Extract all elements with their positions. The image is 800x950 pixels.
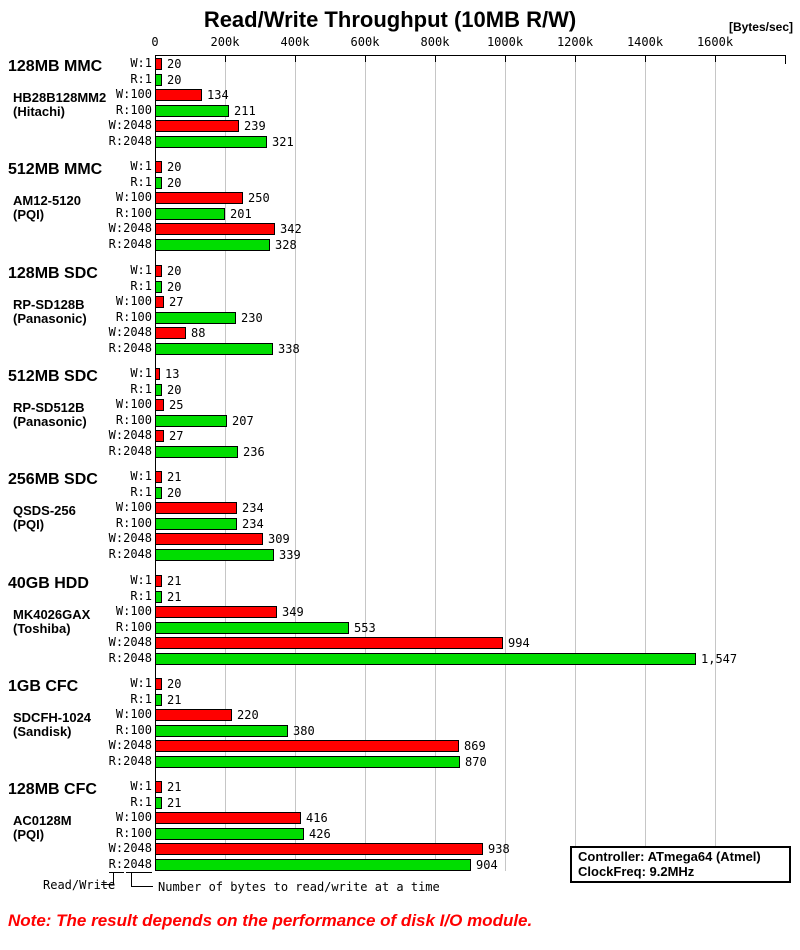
bar-row-label: R:1 <box>130 485 152 499</box>
underline-read-write <box>109 872 124 873</box>
axis-unit-label: [Bytes/sec] <box>728 20 793 34</box>
bar-read <box>155 446 238 458</box>
gridline <box>505 56 506 871</box>
bar-write <box>155 812 301 824</box>
bar-value-label: 870 <box>465 755 487 769</box>
bar-read <box>155 518 237 530</box>
axis-tick <box>575 56 576 62</box>
bar-read <box>155 415 227 427</box>
plot-area <box>155 55 786 871</box>
bar-write <box>155 740 459 752</box>
group-model: MK4026GAX <box>13 607 91 622</box>
bar-row-label: R:100 <box>115 103 152 117</box>
bar-write <box>155 430 164 442</box>
group-name: 40GB HDD <box>8 575 89 592</box>
bar-read <box>155 487 162 499</box>
bar-row-label: W:2048 <box>108 221 152 235</box>
bar-write <box>155 399 164 411</box>
bar-write <box>155 296 164 308</box>
bar-read <box>155 591 162 603</box>
bar-value-label: 20 <box>167 486 182 500</box>
bar-row-label: R:2048 <box>108 237 152 251</box>
bar-row-label: W:100 <box>115 707 152 721</box>
bar-value-label: 21 <box>167 574 182 588</box>
legend-read-write-label: Read/Write <box>43 878 116 892</box>
group-name: 512MB MMC <box>8 161 103 178</box>
bar-write <box>155 223 275 235</box>
bar-value-label: 20 <box>167 280 182 294</box>
bar-read <box>155 136 267 148</box>
bar-row-label: W:2048 <box>108 635 152 649</box>
axis-tick <box>715 56 716 62</box>
group-maker: (Hitachi) <box>13 104 65 119</box>
bar-row-label: R:100 <box>115 206 152 220</box>
bar-value-label: 869 <box>464 739 486 753</box>
underline-byte-count <box>126 872 152 873</box>
bar-read <box>155 756 460 768</box>
bar-value-label: 20 <box>167 57 182 71</box>
bar-write <box>155 781 162 793</box>
bar-value-label: 380 <box>293 724 315 738</box>
group-maker: (Toshiba) <box>13 621 71 636</box>
bar-row-label: W:100 <box>115 294 152 308</box>
chart-title: Read/Write Throughput (10MB R/W) <box>203 7 577 32</box>
gridline <box>645 56 646 871</box>
group-name: 128MB CFC <box>8 781 97 798</box>
x-axis-tick-label: 1400k <box>626 35 664 49</box>
bar-row-label: R:100 <box>115 620 152 634</box>
bar-read <box>155 725 288 737</box>
bar-value-label: 27 <box>169 429 184 443</box>
bar-row-label: W:1 <box>130 366 152 380</box>
bar-value-label: 211 <box>234 104 256 118</box>
bar-read <box>155 177 162 189</box>
bar-value-label: 20 <box>167 176 182 190</box>
bar-write <box>155 58 162 70</box>
group-model: HB28B128MM2 <box>13 90 107 105</box>
bar-row-label: R:2048 <box>108 754 152 768</box>
axis-end-tick <box>785 56 786 64</box>
bar-write <box>155 161 162 173</box>
bar-write <box>155 471 162 483</box>
axis-tick <box>435 56 436 62</box>
axis-tick <box>505 56 506 62</box>
x-axis-tick-label: 1200k <box>556 35 594 49</box>
bar-row-label: W:2048 <box>108 738 152 752</box>
bar-write <box>155 192 243 204</box>
group-name: 128MB SDC <box>8 265 98 282</box>
bar-row-label: R:100 <box>115 826 152 840</box>
bar-write <box>155 637 503 649</box>
bar-row-label: W:2048 <box>108 531 152 545</box>
bar-value-label: 25 <box>169 398 184 412</box>
bar-row-label: R:1 <box>130 279 152 293</box>
bar-read <box>155 859 471 871</box>
bar-write <box>155 843 483 855</box>
bar-row-label: W:1 <box>130 676 152 690</box>
bar-value-label: 321 <box>272 135 294 149</box>
bar-row-label: R:2048 <box>108 857 152 871</box>
group-model: SDCFH-1024 <box>13 710 92 725</box>
bar-value-label: 553 <box>354 621 376 635</box>
group-name: 256MB SDC <box>8 471 98 488</box>
bar-row-label: R:2048 <box>108 134 152 148</box>
bar-value-label: 239 <box>244 119 266 133</box>
bar-value-label: 20 <box>167 73 182 87</box>
legend-bytes-label: Number of bytes to read/write at a time <box>158 880 440 894</box>
bar-row-label: W:1 <box>130 159 152 173</box>
bar-write <box>155 678 162 690</box>
x-axis-tick-label: 400k <box>280 35 310 49</box>
bar-write <box>155 709 232 721</box>
connector-dash-byte-count <box>131 886 153 887</box>
bar-value-label: 21 <box>167 470 182 484</box>
bar-write <box>155 327 186 339</box>
bar-row-label: W:1 <box>130 263 152 277</box>
group-maker: (Sandisk) <box>13 724 72 739</box>
bar-value-label: 88 <box>191 326 206 340</box>
x-axis-tick-label: 0 <box>151 35 159 49</box>
bar-row-label: W:1 <box>130 573 152 587</box>
group-maker: (PQI) <box>13 827 45 842</box>
x-axis-tick-label: 1600k <box>696 35 734 49</box>
bar-row-label: R:100 <box>115 723 152 737</box>
bar-row-label: R:100 <box>115 516 152 530</box>
bar-value-label: 234 <box>242 517 264 531</box>
bar-value-label: 338 <box>278 342 300 356</box>
bar-value-label: 21 <box>167 780 182 794</box>
group-name: 512MB SDC <box>8 368 98 385</box>
bar-value-label: 13 <box>165 367 180 381</box>
bar-row-label: W:100 <box>115 190 152 204</box>
group-maker: (PQI) <box>13 517 45 532</box>
bar-read <box>155 343 273 355</box>
bar-row-label: W:100 <box>115 604 152 618</box>
info-clockfreq: ClockFreq: 9.2MHz <box>578 864 695 879</box>
bar-row-label: R:2048 <box>108 444 152 458</box>
bar-row-label: W:100 <box>115 87 152 101</box>
axis-tick <box>365 56 366 62</box>
axis-tick <box>295 56 296 62</box>
connector-stem-byte-count <box>131 872 132 887</box>
bar-value-label: 250 <box>248 191 270 205</box>
bar-value-label: 230 <box>241 311 263 325</box>
bar-read <box>155 384 162 396</box>
bar-row-label: W:2048 <box>108 841 152 855</box>
group-model: QSDS-256 <box>13 503 76 518</box>
bar-row-label: R:100 <box>115 310 152 324</box>
bar-read <box>155 797 162 809</box>
bar-row-label: W:100 <box>115 810 152 824</box>
bar-value-label: 220 <box>237 708 259 722</box>
bar-row-label: R:1 <box>130 72 152 86</box>
group-maker: (Panasonic) <box>13 414 87 429</box>
bar-read <box>155 281 162 293</box>
bar-row-label: R:2048 <box>108 651 152 665</box>
x-axis-tick-label: 200k <box>210 35 240 49</box>
x-axis-tick-label: 1000k <box>486 35 524 49</box>
bar-row-label: R:2048 <box>108 547 152 561</box>
bar-row-label: W:2048 <box>108 118 152 132</box>
gridline <box>575 56 576 871</box>
bar-read <box>155 694 162 706</box>
bar-value-label: 27 <box>169 295 184 309</box>
bar-value-label: 20 <box>167 160 182 174</box>
bar-row-label: R:2048 <box>108 341 152 355</box>
bar-value-label: 904 <box>476 858 498 872</box>
bar-row-label: W:1 <box>130 469 152 483</box>
group-model: RP-SD128B <box>13 297 85 312</box>
group-name: 128MB MMC <box>8 58 103 75</box>
bar-write <box>155 502 237 514</box>
bar-row-label: W:2048 <box>108 428 152 442</box>
bar-row-label: R:1 <box>130 692 152 706</box>
bar-row-label: W:1 <box>130 56 152 70</box>
bar-write <box>155 368 160 380</box>
bar-value-label: 938 <box>488 842 510 856</box>
bar-value-label: 236 <box>243 445 265 459</box>
axis-tick <box>645 56 646 62</box>
bar-value-label: 342 <box>280 222 302 236</box>
bar-read <box>155 239 270 251</box>
bar-value-label: 207 <box>232 414 254 428</box>
bar-value-label: 21 <box>167 693 182 707</box>
bar-row-label: R:100 <box>115 413 152 427</box>
bar-value-label: 20 <box>167 264 182 278</box>
bar-value-label: 1,547 <box>701 652 738 666</box>
axis-tick <box>225 56 226 62</box>
info-box <box>570 846 791 883</box>
bar-row-label: W:2048 <box>108 325 152 339</box>
bar-value-label: 416 <box>306 811 328 825</box>
group-model: AC0128M <box>13 813 72 828</box>
bar-write <box>155 265 162 277</box>
bar-read <box>155 622 349 634</box>
bar-read <box>155 549 274 561</box>
group-name: 1GB CFC <box>8 678 79 695</box>
bar-read <box>155 74 162 86</box>
bar-write <box>155 89 202 101</box>
bar-value-label: 234 <box>242 501 264 515</box>
bar-value-label: 20 <box>167 677 182 691</box>
x-axis-tick-label: 600k <box>350 35 380 49</box>
bar-write <box>155 533 263 545</box>
bar-value-label: 134 <box>207 88 229 102</box>
bar-row-label: R:1 <box>130 589 152 603</box>
group-model: AM12-5120 <box>13 193 81 208</box>
bar-value-label: 328 <box>275 238 297 252</box>
bar-read <box>155 653 696 665</box>
bar-read <box>155 105 229 117</box>
group-maker: (PQI) <box>13 207 45 222</box>
group-model: RP-SD512B <box>13 400 85 415</box>
bar-write <box>155 120 239 132</box>
bar-value-label: 309 <box>268 532 290 546</box>
bar-value-label: 339 <box>279 548 301 562</box>
bar-write <box>155 575 162 587</box>
bar-value-label: 201 <box>230 207 252 221</box>
bar-value-label: 20 <box>167 383 182 397</box>
gridline <box>715 56 716 871</box>
bar-value-label: 994 <box>508 636 530 650</box>
bar-read <box>155 312 236 324</box>
note-text: Note: The result depends on the performance of disk I/O module. <box>8 911 533 930</box>
bar-value-label: 21 <box>167 796 182 810</box>
bar-write <box>155 606 277 618</box>
bar-row-label: R:1 <box>130 795 152 809</box>
bar-row-label: R:1 <box>130 175 152 189</box>
bar-row-label: W:100 <box>115 500 152 514</box>
group-maker: (Panasonic) <box>13 311 87 326</box>
bar-read <box>155 828 304 840</box>
bar-row-label: R:1 <box>130 382 152 396</box>
bar-value-label: 349 <box>282 605 304 619</box>
x-axis-tick-label: 800k <box>420 35 450 49</box>
bar-row-label: W:1 <box>130 779 152 793</box>
bar-row-label: W:100 <box>115 397 152 411</box>
bar-read <box>155 208 225 220</box>
bar-value-label: 21 <box>167 590 182 604</box>
info-controller: Controller: ATmega64 (Atmel) <box>578 849 761 864</box>
bar-value-label: 426 <box>309 827 331 841</box>
